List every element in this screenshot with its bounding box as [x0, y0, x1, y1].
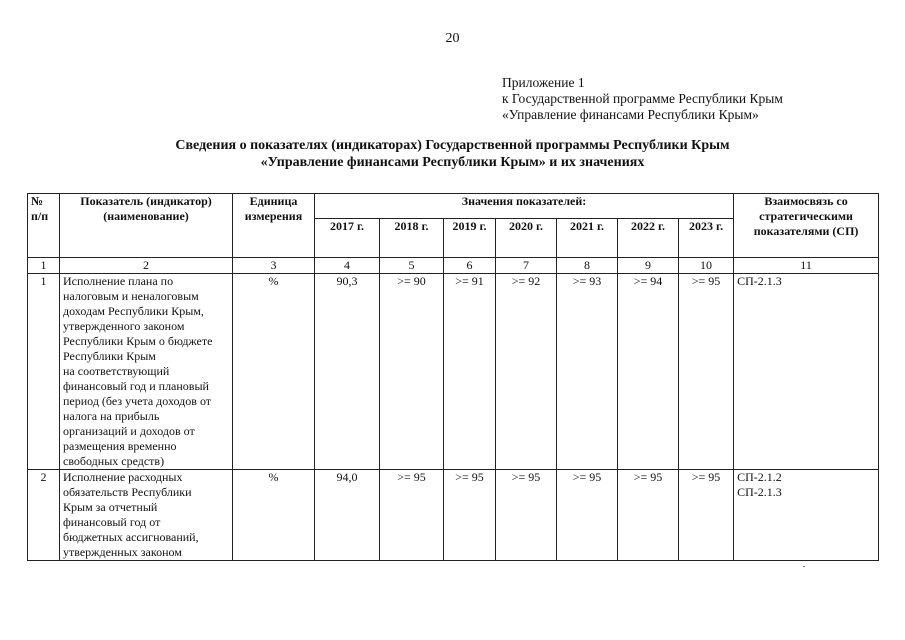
indicator-line: доходам Республики Крым, — [63, 304, 204, 318]
page-number: 20 — [445, 31, 460, 46]
header-year: 2022 г. — [618, 219, 679, 258]
title-line-2: «Управление финансами Республики Крым» и их значениях — [260, 155, 645, 170]
header-row-1 — [28, 194, 879, 219]
document-title — [0, 137, 905, 171]
column-number: 9 — [618, 258, 679, 274]
header-values: Значения показателей: — [315, 194, 734, 219]
column-number: 3 — [233, 258, 315, 274]
column-number: 4 — [315, 258, 380, 274]
indicator-line: свободных средств) — [63, 454, 165, 468]
row-value: >= 95 — [618, 470, 679, 561]
column-number: 6 — [444, 258, 496, 274]
indicator-line: Исполнение плана по — [63, 274, 174, 288]
appendix-line-2: к Государственной программе Республики Крым — [502, 91, 783, 106]
header-indicator: Показатель (индикатор) (наименование) — [60, 194, 233, 258]
row-value: >= 95 — [679, 274, 734, 470]
indicator-line: обязательств Республики — [63, 485, 192, 499]
strategic-indicator-code: СП-2.1.3 — [737, 485, 782, 499]
table-row — [28, 274, 879, 470]
indicator-line: утвержденного законом — [63, 319, 185, 333]
row-indicator — [60, 470, 233, 561]
indicator-line: бюджетных ассигнований, — [63, 530, 199, 544]
row-num: 1 — [28, 274, 60, 470]
row-value: >= 91 — [444, 274, 496, 470]
scan-speck — [803, 566, 805, 567]
header-year: 2017 г. — [315, 219, 380, 258]
row-value: >= 94 — [618, 274, 679, 470]
row-value: >= 95 — [444, 470, 496, 561]
appendix-line-3: «Управление финансами Республики Крым» — [502, 107, 759, 122]
row-num: 2 — [28, 470, 60, 561]
row-indicator — [60, 274, 233, 470]
row-value: 94,0 — [315, 470, 380, 561]
row-unit: % — [233, 274, 315, 470]
column-number: 7 — [496, 258, 557, 274]
indicator-line: финансовый год от — [63, 515, 161, 529]
column-number: 11 — [734, 258, 879, 274]
row-value: >= 95 — [380, 470, 444, 561]
header-year: 2020 г. — [496, 219, 557, 258]
column-number: 10 — [679, 258, 734, 274]
column-number: 5 — [380, 258, 444, 274]
row-value: >= 92 — [496, 274, 557, 470]
header-year: 2018 г. — [380, 219, 444, 258]
row-value: 90,3 — [315, 274, 380, 470]
column-number: 2 — [60, 258, 233, 274]
indicator-line: Республики Крым о бюджете — [63, 334, 213, 348]
appendix-line-1: Приложение 1 — [502, 75, 585, 90]
indicator-line: утвержденных законом — [63, 545, 182, 559]
strategic-indicator-code: СП-2.1.2 — [737, 470, 782, 484]
header-num: № п/п — [28, 194, 60, 258]
row-link — [734, 274, 879, 470]
indicator-line: Крым за отчетный — [63, 500, 158, 514]
row-link — [734, 470, 879, 561]
row-value: >= 95 — [496, 470, 557, 561]
row-unit: % — [233, 470, 315, 561]
header-year: 2021 г. — [557, 219, 618, 258]
indicator-line: налога на прибыль — [63, 409, 160, 423]
indicator-line: налоговым и неналоговым — [63, 289, 199, 303]
appendix-note — [502, 75, 783, 123]
header-year: 2019 г. — [444, 219, 496, 258]
row-value: >= 93 — [557, 274, 618, 470]
column-number: 1 — [28, 258, 60, 274]
row-value: >= 90 — [380, 274, 444, 470]
indicator-line: организаций и доходов от — [63, 424, 195, 438]
column-number: 8 — [557, 258, 618, 274]
header-link: Взаимосвязь со стратегическими показателями (СП) — [734, 194, 879, 258]
indicator-line: период (без учета доходов от — [63, 394, 212, 408]
strategic-indicator-code: СП-2.1.3 — [737, 274, 782, 288]
row-value: >= 95 — [679, 470, 734, 561]
indicator-line: финансовый год и плановый — [63, 379, 209, 393]
row-value: >= 95 — [557, 470, 618, 561]
table-row — [28, 470, 879, 561]
header-unit: Единица измерения — [233, 194, 315, 258]
indicator-line: на соответствующий — [63, 364, 170, 378]
indicator-line: размещения временно — [63, 439, 177, 453]
column-number-row — [28, 258, 879, 274]
indicator-line: Республики Крым — [63, 349, 156, 363]
title-line-1: Сведения о показателях (индикаторах) Государственной программы Республики Крым — [175, 138, 730, 153]
header-year: 2023 г. — [679, 219, 734, 258]
indicator-line: Исполнение расходных — [63, 470, 183, 484]
indicators-table — [27, 193, 879, 561]
